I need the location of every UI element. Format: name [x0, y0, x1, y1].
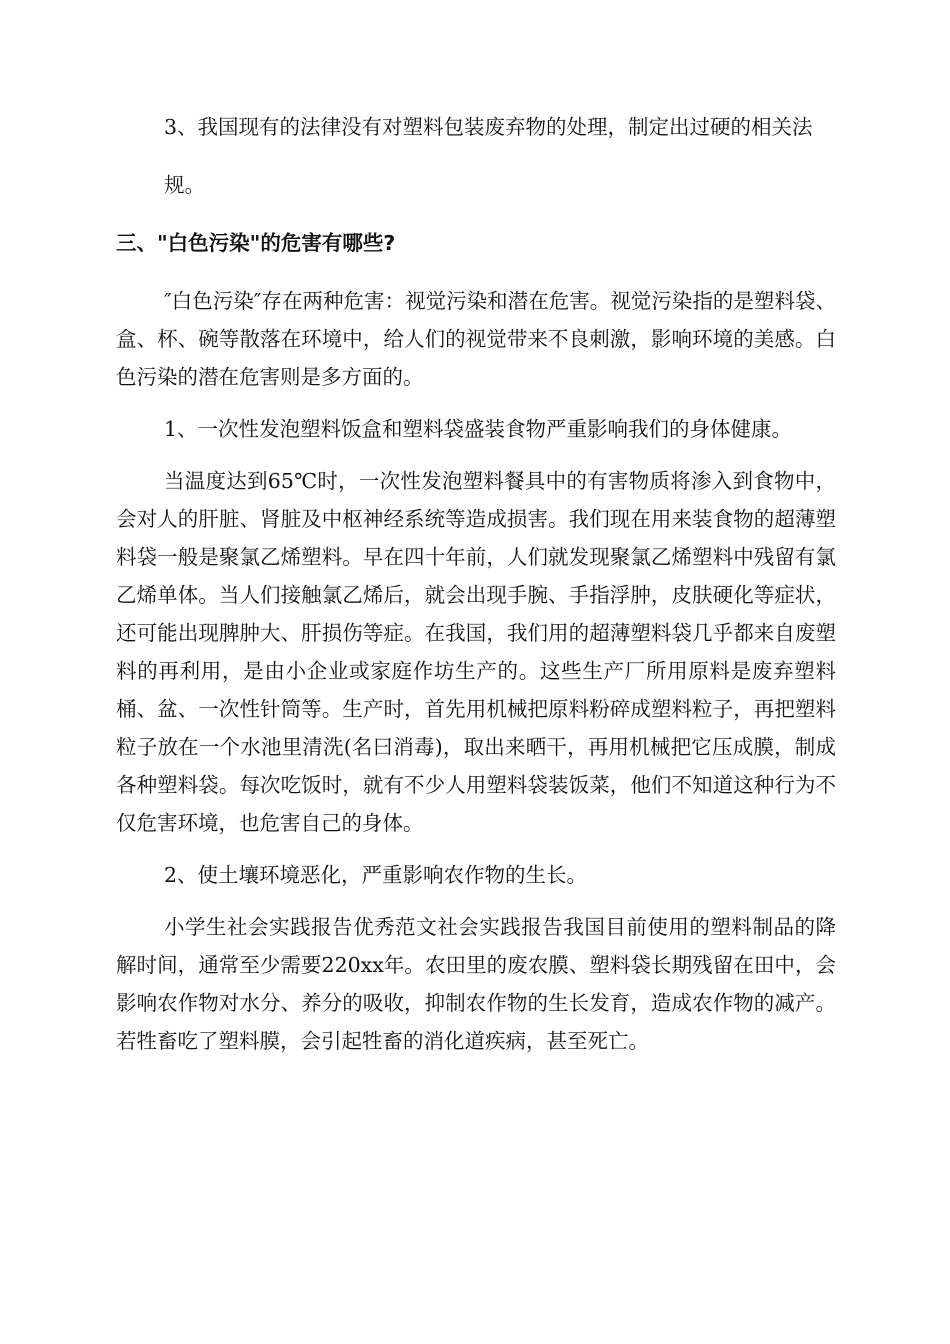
paragraph-law-continued: 规。 — [164, 173, 205, 197]
paragraph-hazard-2: 2、使土壤环境恶化，严重影响农作物的生长。 — [164, 863, 588, 887]
paragraph-hazard-1: 1、一次性发泡塑料饭盒和塑料袋盛装食物严重影响我们的身体健康。 — [164, 417, 793, 441]
paragraph-law: 3、我国现有的法律没有对塑料包装废弃物的处理，制定出过硬的相关法 — [164, 115, 813, 139]
section-heading: 三、"白色污染"的危害有哪些? — [116, 231, 396, 255]
paragraph-two-hazards: ″白色污染″存在两种危害：视觉污染和潜在危害。视觉污染指的是塑料袋、盒、杯、碗等散落在环境中，给人们的视觉带来不良刺激，影响环境的美感。白色污染的潜在危害则是多方面的。 — [116, 289, 836, 389]
paragraph-soil: 小学生社会实践报告优秀范文社会实践报告我国目前使用的塑料制品的降解时间，通常至少需要220xx年。农田里的废农膜、塑料袋长期残留在田中，会影响农作物对水分、养分的吸收，抑制农作物的生长发育，造成农作物的减产。若牲畜吃了塑料膜，会引起牲畜的消化道疾病，甚至死亡。 — [116, 915, 836, 1053]
document-page — [116, 108, 836, 1060]
paragraph-temperature: 当温度达到65℃时，一次性发泡塑料餐具中的有害物质将渗入到食物中，会对人的肝脏、肾脏及中枢神经系统等造成损害。我们现在用来装食物的超薄塑料袋一般是聚氯乙烯塑料。早在四十年前，人们就发现聚氯乙烯塑料中残留有氯乙烯单体。当人们接触氯乙烯后，就会出现手腕、手指浮肿，皮肤硬化等症状，还可能出现脾肿大、肝损伤等症。在我国，我们用的超薄塑料袋几乎都来自废塑料的再利用，是由小企业或家庭作坊生产的。这些生产厂所用原料是废弃塑料桶、盆、一次性针筒等。生产时，首先用机械把原料粉碎成塑料粒子，再把塑料粒子放在一个水池里清洗(名曰消毒)，取出来晒干，再用机械把它压成膜，制成各种塑料袋。每次吃饭时，就有不少人用塑料袋装饭菜，他们不知道这种行为不仅危害环境，也危害自己的身体。 — [116, 469, 836, 835]
